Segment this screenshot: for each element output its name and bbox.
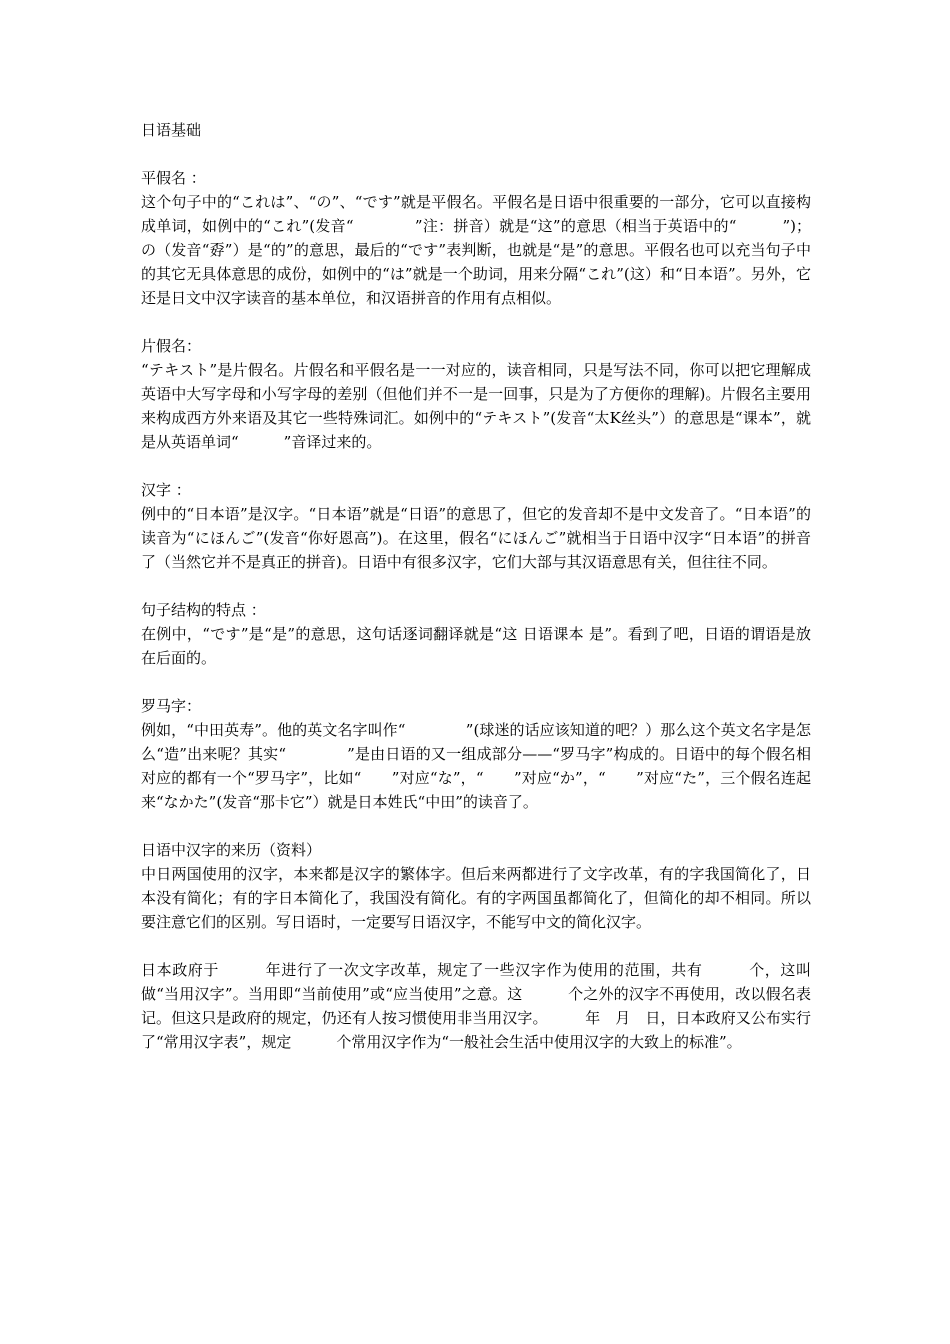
document-title: 日语基础 [141,121,202,139]
section-paragraph: 这个句子中的“これは”、“の”、“です”就是平假名。平假名是日语中很重要的一部分，它可以直接构成单词，如例中的“これ”(发音“ ”注：拼音）就是“这”的意思（相当于英语中的“ ”)；の（发音“孬”）是“的”的意思，最后的“です”表判断，也就是“是”的意思。平假名也可以充当句子中的其它无具体意思的成份，如例中的“は”就是一个助词，用来分隔“これ”(这）和“日本语”。另外，它还是日文中汉字读音的基本单位，和汉语拼音的作用有点相似。 [141,193,811,307]
section-kanji-history [141,838,811,934]
section-heading: 片假名： [141,337,202,355]
section-heading: 汉字 ： [141,481,191,499]
section-paragraph: 中日两国使用的汉字，本来都是汉字的繁体字。但后来两都进行了文字改革，有的字我国简化了，日本没有简化；有的字日本简化了，我国没有简化。有的字两国虽都简化了，但简化的却不相同。所以要注意它们的区别。写日语时，一定要写日语汉字，不能写中文的简化汉字。 [141,865,811,931]
section-paragraph: 例中的“日本语”是汉字。“日本语”就是“日语”的意思了，但它的发音却不是中文发音了。“日本语”的读音为“にほんご”(发音“你好恩高”)。在这里，假名“にほんご”就相当于日语中汉字“日本语”的拼音了（当然它并不是真正的拼音)。日语中有很多汉字，它们大部与其汉语意思有关，但往往不同。 [141,505,811,571]
section-heading: 句子结构的特点 ： [141,601,266,619]
section-kanji [141,478,811,574]
section-sentence-structure [141,598,811,670]
document-body [141,118,811,1078]
section-heading: 平假名 ： [141,169,206,187]
section-heading: 日语中汉字的来历（资料） [141,841,322,859]
section-script-reform [141,958,811,1054]
section-paragraph: “テキスト”是片假名。片假名和平假名是一一对应的，读音相同，只是写法不同，你可以把它理解成英语中大写字母和小写字母的差别（但他们并不一是一回事，只是为了方便你的理解)。片假名主要用来构成西方外来语及其它一些特殊词汇。如例中的“テキスト”(发音“太K丝头”）的意思是“课本”，就是从英语单词“ ”音译过来的。 [141,361,811,451]
section-paragraph: 在例中，“です”是“是”的意思，这句话逐词翻译就是“这 日语课本 是”。看到了吧，日语的谓语是放在后面的。 [141,625,811,667]
section-heading: 罗马字： [141,697,202,715]
section-paragraph: 日本政府于 年进行了一次文字改革，规定了一些汉字作为使用的范围，共有 个，这叫做“当用汉字”。当用即“当前使用”或“应当使用”之意。这 个之外的汉字不再使用，改以假名表记。但这只是政府的规定，仍还有人按习惯使用非当用汉字。 年 月 日，日本政府又公布实行了“常用汉字表”，规定 个常用汉字作为“一般社会生活中使用汉字的大致上的标准”。 [141,961,811,1051]
section-hiragana [141,166,811,310]
section-katakana [141,334,811,454]
section-romaji [141,694,811,814]
section-paragraph: 例如，“中田英寿”。他的英文名字叫作“ ”(球迷的话应该知道的吧？）那么这个英文名字是怎么“造”出来呢？其实“ ”是由日语的又一组成部分——“罗马字”构成的。日语中的每个假名相对应的都有一个“罗马字”，比如“ ”对应“な”，“ ”对应“か”，“ ”对应“た”，三个假名连起来“なかた”(发音“那卡它”）就是日本姓氏“中田”的读音了。 [141,721,811,811]
